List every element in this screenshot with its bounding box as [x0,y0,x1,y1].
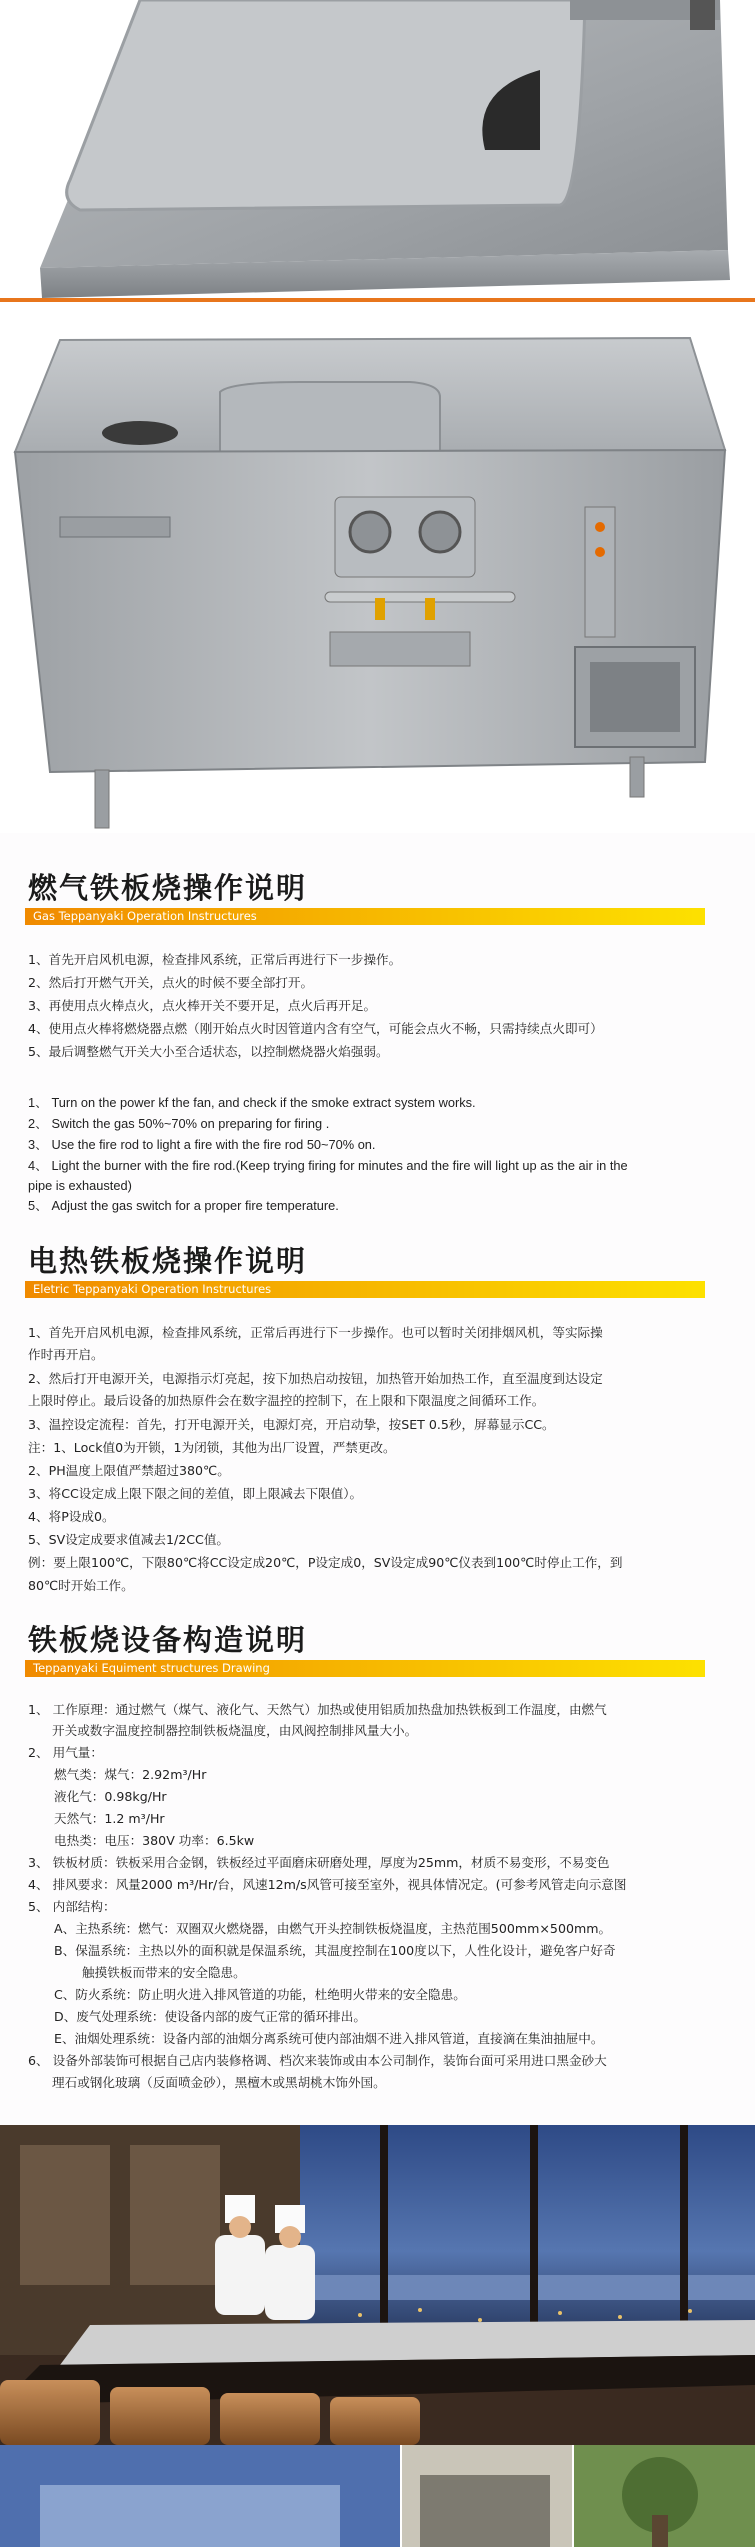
section3-line: 2、 用气量： [28,1745,103,1760]
section2-line: 上限时停止。最后设备的加热原件会在数字温控的控制下，在上限和下限温度之间循环工作。 [28,1393,545,1408]
section2-line: 作时再开启。 [28,1347,104,1362]
section2-line: 3、将CC设定成上限下限之间的差值，即上限减去下限值）。 [28,1486,363,1501]
section3-line: E、油烟处理系统：设备内部的油烟分离系统可使内部油烟不进入排风管道，直接滴在集油抽屉中。 [54,2031,604,2046]
restaurant-photo [0,2125,755,2445]
section1-step-en: 3、 Use the fire rod to light a fire with the fire rod 50~70% on. [28,1137,376,1152]
section3-line: 燃气类：煤气：2.92m³/Hr [54,1767,207,1782]
section3-line: 1、 工作原理：通过燃气（煤气、液化气、天然气）加热或使用铝质加热盘加热铁板到工作温度，由燃气 [28,1702,607,1717]
section3-line: 6、 设备外部装饰可根据自己店内装修格调、档次来装饰或由本公司制作，装饰台面可采用进口黑金砂大 [28,2053,607,2068]
section2-line: 5、SV设定成要求值减去1/2CC值。 [28,1532,230,1547]
section3-line: 开关或数字温度控制器控制铁板烧温度，由风阀控制排风量大小。 [52,1723,418,1738]
section1-subtitle: Gas Teppanyaki Operation Instructures [33,909,257,923]
section3-line: C、防火系统：防止明火进入排风管道的功能，杜绝明火带来的安全隐患。 [54,1987,466,2002]
section1-title: 燃气铁板烧操作说明 [28,871,308,905]
section1-step-en: 4、 Light the burner with the fire rod.(Keep trying firing for minutes and the fire will light up as the air in the [28,1158,628,1173]
section3-subtitle-bar [25,1660,705,1677]
section3-line: 3、 铁板材质：铁板采用合金钢，铁板经过平面磨床研磨处理，厚度为25mm，材质不易变形，不易变色 [28,1855,610,1870]
section2-line: 80℃时开始工作。 [28,1578,134,1593]
section3-line: 液化气：0.98kg/Hr [54,1789,167,1804]
section3-line: 4、 排风要求：风量2000 m³/Hr/台，风速12m/s风管可接至室外，视具体情况定。(可参考风管走向示意图 [28,1877,627,1892]
section1-step-zh: 2、然后打开燃气开关，点火的时候不要全部打开。 [28,975,314,990]
product-photo-full [0,302,755,833]
section1-step-en: 1、 Turn on the power kf the fan, and check if the smoke extract system works. [28,1095,476,1110]
section3-line: 天然气：1.2 m³/Hr [54,1811,165,1826]
section1-step-en: 2、 Switch the gas 50%~70% on preparing for firing . [28,1116,330,1131]
section2-line: 1、首先开启风机电源，检查排风系统，正常后再进行下一步操作。也可以暂时关闭排烟风机，等实际操 [28,1325,603,1340]
section2-subtitle: Eletric Teppanyaki Operation Instructures [33,1282,272,1296]
section2-line: 2、PH温度上限值严禁超过380℃。 [28,1463,230,1478]
section3-line: D、废气处理系统：使设备内部的废气正常的循环排出。 [54,2009,366,2024]
section1-subtitle-bar [25,908,705,925]
section3-line: A、主热系统：燃气：双圈双火燃烧器，由燃气开头控制铁板烧温度，主热范围500mm×500mm。 [54,1921,612,1936]
section1-step-zh: 4、使用点火棒将燃烧器点燃（刚开始点火时因管道内含有空气，可能会点火不畅，只需持续点火即可） [28,1021,603,1036]
product-photo-top [0,0,755,298]
section3-line: B、保温系统：主热以外的面积就是保温系统，其温度控制在100度以下，人性化设计，避免客户好奇 [54,1943,616,1958]
section3-title: 铁板烧设备构造说明 [28,1623,308,1657]
section3-line: 电热类：电压：380V 功率：6.5kw [54,1833,255,1848]
section3-line: 5、 内部结构： [28,1899,116,1914]
section2-line: 例：要上限100℃，下限80℃将CC设定成20℃，P设定成0，SV设定成90℃仪表到100℃时停止工作，到 [28,1555,623,1570]
section1-step-en: pipe is exhausted) [28,1178,132,1193]
section2-line: 4、将P设成0。 [28,1509,115,1524]
section2-line: 3、温控设定流程：首先，打开电源开关，电源灯亮，开启动挚，按SET 0.5秒，屏幕显示CC。 [28,1417,555,1432]
section3-subtitle: Teppanyaki Equiment structures Drawing [33,1661,270,1675]
section1-step-zh: 1、首先开启风机电源，检查排风系统，正常后再进行下一步操作。 [28,952,402,967]
section2-title: 电热铁板烧操作说明 [28,1244,308,1278]
section3-line: 理石或钢化玻璃（反面喷金砂），黑檀木或黑胡桃木饰外国。 [52,2075,386,2090]
bottom-photos-strip [0,2445,755,2547]
section1-step-en: 5、 Adjust the gas switch for a proper fire temperature. [28,1198,339,1213]
section3-line: 触摸铁板而带来的安全隐患。 [82,1965,246,1980]
section2-line: 2、然后打开电源开关，电源指示灯亮起，按下加热启动按钮，加热管开始加热工作，直至温度到达设定 [28,1371,603,1386]
instructions-document [0,833,755,2125]
section1-step-zh: 5、最后调整燃气开关大小至合适状态，以控制燃烧器火焰强弱。 [28,1044,389,1059]
section1-step-zh: 3、再使用点火棒点火，点火棒开关不要开足，点火后再开足。 [28,998,377,1013]
section2-subtitle-bar [25,1281,705,1298]
section2-line: 注：1、Lock值0为开锁，1为闭锁，其他为出厂设置，严禁更改。 [28,1440,396,1455]
